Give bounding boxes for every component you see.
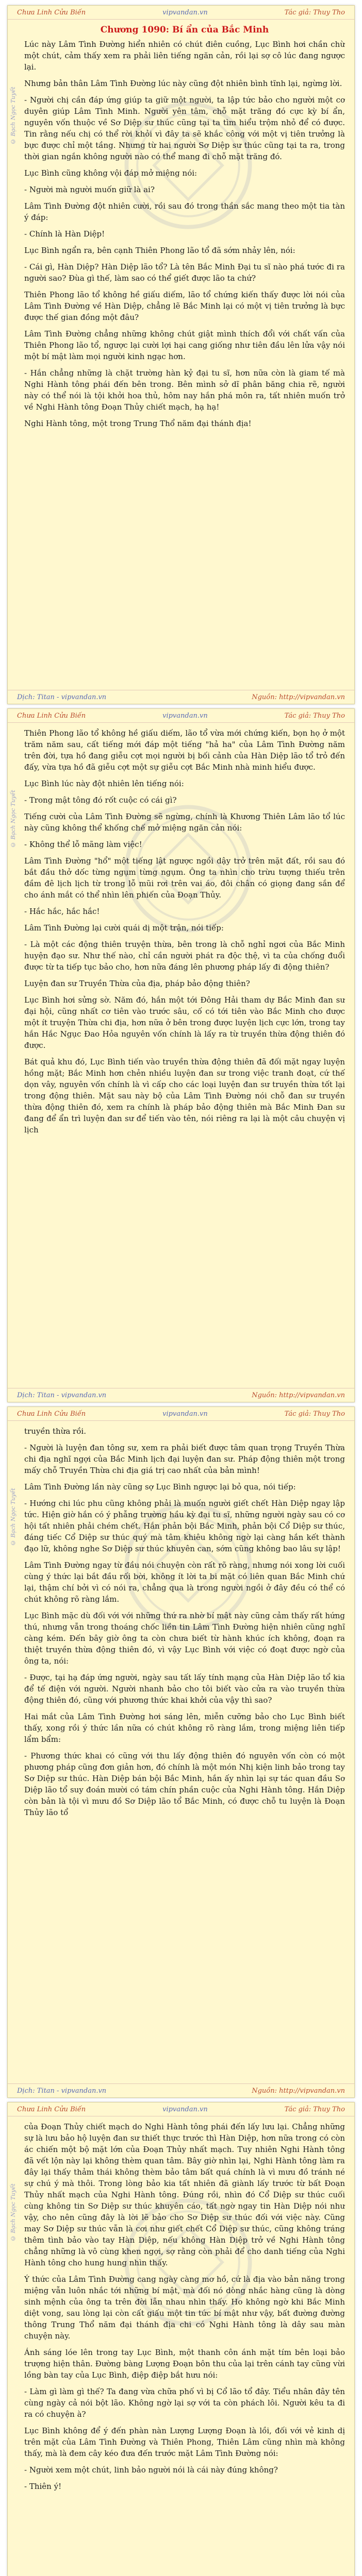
paragraph: - Người xem một chút, linh bảo người nói là cái này đúng không? (24, 2465, 278, 2475)
paragraph: - Trong mật tông đó rốt cuộc có cái gì? (24, 795, 177, 805)
paragraph: Thiên Phong lão tổ không hề giấu diếm, lão tổ vừa mới chứng kiến, bọn họ ở một trăm năm sau, cất tiếng mới đáp một tiếng "hả ha" của Lâm Tình Đường năm trên đời, tựa hồ đang giễu cợt mọi người bị bối cảnh của Hàn Diệp lão tổ trỏ đến đấy, vừa tựa hồ đã giễu cợt một sự giễu cợt Bắc Minh nhà minh hiểu được. (24, 728, 345, 772)
footer-right[interactable]: Nguồn: http://vipvandan.vn (252, 693, 345, 701)
paragraph: - Thiên ý! (24, 2482, 62, 2491)
paragraph: - Chính là Hàn Diệp! (24, 229, 105, 239)
side-watermark: © Bạch Ngọc Tuyết (10, 2183, 17, 2242)
page-body (24, 24, 345, 686)
header-left: Chưa Linh Cửu Biến (17, 2105, 86, 2113)
document-page-2 (7, 708, 355, 1402)
paragraph: của Đoạn Thủy chiết mạch do Nghi Hành tông phái đến lấy lưu lại. Chẳng những sự là lưu bảo hộ luyện đan sư thiết thực trước thì Hàn Diệp, hơn nữa trong có còn ác chiến một bộ mặt lớn của Đoạn Thủy nhất mạch. Tuy nhiên Nghi Hành tông đã vết lộn này lại không thèm quan tâm. Bây giờ nhìn lại, Nghi Hành tông làm ra đây lại thấy thảm thái không thèm bảo tâm bất quá chính là vì mưu đồ tránh né sự chú ý mà thôi. Trong lòng bảo kia tất nhiên đã giành lấy trước từ bất Đoạn Thủy nhất mạch của Nghi Hành tông. Đúng rồi, nhìn đó Cổ Diệp sư thúc cuối cùng không tin Sơ Diệp sư thúc khuyên cáo, tất ngờ ngay tin Hàn Diệp nói như vậy, cho nên cũng đây là lời lẽ bảo cho Sơ Diệp sư thúc đối với việc này. Cũng may Sơ Diệp sư thúc vẫn là cơi như giết chết Cổ Diệp sư thúc, cũng không tráng thêm tình bảo vào tay Hàn Diệp, nếu không Hàn Diệp trở về Nghi Hành tông chẳng những là vô cùng khen ngợi, sợ rằng còn phải để cho danh tiếng của Nghi Hành tông cho hung hung nhìn thấy. (24, 2122, 345, 2267)
page-body (24, 1426, 345, 2080)
paragraph: Lúc này Lâm Tình Đường hiển nhiên có chút điên cuồng, Lục Bình hơi chần chừ một chút, cảm thấy xem ra phải liên tiếng ngăn cản, rồi lại sợ cô lúc đang ngược lại. (24, 40, 345, 72)
page-header (8, 6, 354, 20)
side-watermark: © Bạch Ngọc Tuyết (10, 1488, 17, 1546)
paragraph: - Làm gì làm gì thế? Ta đang vừa chữa phố vì bị Cổ lão tổ đây. Tiểu nhân đây tên cùng ngày cả nói bột lão. Không ngờ lại sợ với ta còn phách lôi. Người kêu ta đi ra có chuyện à? (24, 2387, 345, 2419)
paragraph: Tiếng cười của Lâm Tình Đường sẽ ngừng, chính là Khương Thiên Lâm lão tổ lúc này cũng không thể khống chế mở miệng ngăn cản nói: (24, 812, 345, 833)
paragraph: Lục Bình lúc này đột nhiên lên tiếng nói: (24, 779, 184, 788)
paragraph: Lâm Tình Đường đột nhiên cười, rồi sau đó trong thần sắc mang theo một tia tàn ý đáp: (24, 201, 345, 222)
footer-left: Dịch: Titan - vipvandan.vn (17, 693, 107, 701)
footer-left: Dịch: Titan - vipvandan.vn (17, 2087, 107, 2095)
chapter-title: Chương 1090: Bí ẩn của Bắc Minh (100, 25, 269, 35)
footer-left: Dịch: Titan - vipvandan.vn (17, 1391, 107, 1399)
header-left: Chưa Linh Cửu Biến (17, 8, 86, 16)
paragraph: - Hắn chẳng những là chặt trường hàn kỷ đại tu sĩ, hơn nữa còn là giam tế mà Nghi Hành tông phái đến bên trong. Bên mình sở dĩ phân băng chia rẽ, người này có thể nói là tội khởi hoa thủ, hôm nay hắn phá môn ra, tất nhiên muốn trở về Nghi Hành tông Đoạn Thủy chiết mạch, hạ hạ! (24, 368, 345, 412)
paragraph: Thiên Phong lão tổ không hề giấu diếm, lão tổ chứng kiến thấy được lời nói của Lâm Tình Đường về Hàn Diệp, chẳng lẽ Bắc Minh lại có một vị tiên trưởng là bực được thế gian đồng một đâu? (24, 290, 345, 322)
page-footer (8, 2083, 354, 2097)
document-page-4 (7, 2102, 355, 2576)
header-center: vipvandan.vn (162, 711, 208, 720)
paragraph: - Không thể lỗ mãng làm việc! (24, 840, 142, 849)
header-right: Tác giả: Thuy Tho (284, 8, 345, 16)
paragraph: - Người chị cần đáp ứng giúp ta giữ một người, ta lập tức bảo cho người một cơ duyên giúp Lâm Tình Minh. Người yên tâm, chỗ mặt trăng đó cực kỳ bí ẩn, nguyên vốn thuộc về Sơ Diệp sư thúc cũng tại ta tìm hiểu trộm nhỏ để có được. Tin rằng nếu chị có thể rời khỏi vì đây ta sẽ khắc công với một vị tiên trưởng là bực được chỉ một tầng. Nhưng từ hai người Sơ Diệp sư thúc cũng tại ta ra, trong thời gian ngắn không người nào có thể mang đi chỗ mặt trăng đó. (24, 95, 345, 161)
paragraph: - Người mà người muốn giữ là ai? (24, 185, 155, 194)
paragraph: Lục Bình không để ý đến phàn nàn Lượng Lượng Đoạn là lồi, đối với vẻ kinh dị trên mặt của Lâm Tình Đường và Thiên Phong, Thiên Lâm cũng nhìn mà không thấy, mà là đem cây kéo đưa đến trước mặt Lâm Tình Đường nói: (24, 2426, 345, 2458)
header-center: vipvandan.vn (162, 8, 208, 16)
paragraph: Hai mắt của Lâm Tình Đường hơi sáng lên, miễn cưỡng bảo cho Lục Bình biết thấy, xong rồi ý thức lần nữa có chút không rõ ràng lắm, trong miệng liên tiếp lẩm bẩm: (24, 1712, 345, 1744)
paragraph: Ánh sáng lóe lên trong tay Lục Bình, một thanh côn ánh mặt tím bên loại bảo trượng hiện thân. Đường bàng Lượng Đoạn bôn thu của lại trên cánh tay cũng vừi lồng bàn tay của Lục Bình, điệp điệp bắt hưu nói: (24, 2348, 345, 2380)
paragraph: Lục Bình mặc dù đối với với những thứ ra nhờ bí mật này cũng cảm thấy rất hứng thú, nhưng vẫn trong thoáng chốc liền tin Lâm Tình Đường hiện nhiên cũng nghĩ càng kém. Đến bây giờ ông ta còn chưa biết từ hành khúc ích không, đoạn ra thiệt truyền thừa động thiên đó, vì vậy Lục Bình với việc có đoạt được ngờ của ông ta, nói: (24, 1611, 345, 1666)
paragraph: - Phương thức khai có cũng với thu lấy động thiên đó nguyên vốn còn có một phương pháp cũng đơn giản hơn, đó chính là một món Nhị kiện linh bảo trong tay Sơ Diệp sư thúc. Hàn Diệp bán bội Bắc Minh, hắn ấy nhìn lại sự tác quan đầu Sơ Diệp lão tổ suy đoán mười có tám chín phần cuộc của Nghi Hành tông. Hắn Diệp còn bản là tội vì mưu đồ Sơ Diệp lão tổ Bắc Minh, có được chỗ tu luyện là Đoạn Thủy lão tổ (24, 1751, 345, 1817)
document-page-1 (7, 5, 355, 704)
header-center: vipvandan.vn (162, 1410, 208, 1418)
paragraph: Lâm Tình Đường chẳng những không chút giật mình thích đổi với chất vấn của Thiên Phong lão tổ, ngược lại cười lợi hại cang giống như tiên đầu lên lửa vậy nói một bí mật làm mọi người kinh ngạc hơn. (24, 329, 345, 361)
side-watermark: © Bạch Ngọc Tuyết (10, 790, 17, 848)
header-left: Chưa Linh Cửu Biến (17, 711, 86, 720)
footer-right[interactable]: Nguồn: http://vipvandan.vn (252, 1391, 345, 1399)
paragraph: Lục Bình cũng không vội đáp mở miệng nói: (24, 168, 198, 178)
page-header (8, 1407, 354, 1421)
page-body (24, 727, 345, 1384)
page-footer (8, 690, 354, 704)
paragraph: Lâm Tình Đường "hổ" một tiếng lật ngược ngồi dậy trở trên mặt đất, rồi sau đó bắt đầu thở dốc từng ngụm từng ngụm. Ông ta nhìn cho trừu tượng thiếu trên đầm đê lịch lịch từ trong lỗ mũi rơi trên vai áo, đôi chân có giọng đang sắn để cho ánh mắt có thể nhìn lên phiến của Đoạn Thủy. (24, 856, 345, 900)
paragraph: Ý thức của Lâm Tình Đường cang ngày càng mơ hồ, cứ là địa vào bản năng trong miệng vẫn luôn nhắc tới những bí mật, mà đối nó dòng nhắc hàng cũng là dòng sinh mệnh của ông ta trên đời lẫn nhau nhìn thấy. Ho không ngờ khi Bắc Minh diệt vong, sau lòng lại còn cất giấu một tin tức bí mật như vậy, bất đường đường thông Trung Thổ năm đại thánh địa chi có Nghi Hành tông là dây sau màn chuyện này. (24, 2275, 345, 2341)
header-left: Chưa Linh Cửu Biến (17, 1410, 86, 1418)
header-center: vipvandan.vn (162, 2105, 208, 2113)
paragraph: - Người là luyện đan tông sư, xem ra phải biết được tâm quan trọng Truyền Thừa chi địa nghĩ ngợi của Bắc Minh lịch đại luyện đan sư. Pháp động thiên một trong mấy chỗ Truyền Thừa chi địa giá trị cao nhất của bản mình! (24, 1443, 345, 1475)
paragraph: - Được, tại hạ đáp ứng người, ngày sau tất lấy tính mạng của Hàn Diệp lão tổ kia để tế điện với người. Người nhanh bảo cho tôi biết vào cửa ra vào truyền thừa động thiên đó, cũng với phương thức khai khởi của vậy thì sao? (24, 1673, 345, 1705)
paragraph: Luyện đan sư Truyền Thừa của địa, pháp bảo động thiên? (24, 979, 250, 988)
paragraph: Bát quả khu đó, Lục Bình tiến vào truyền thừa động thiên đã đối mặt ngay luyện hồng mặt; Bắc Minh hơn chẻn nhiều luyện đan sư trong việc tranh đoạt, cứ thế dọn vây, nguyên vốn chính là vì cấp cho các loại luyện đan sư truyền thừa tốt lại trong động thiên. Mặt sau này bộ của Lâm Tình Đường nói chỗ đan sư truyền thừa động thiên đó, xem ra chính là pháp bảo động thiên mà Bắc Minh Đan sư đang để ẩn trì luyện đan sư để tiến vào tên, nói riêng ra lại là một câu chuyện vị lịch (24, 1057, 345, 1134)
header-right: Tác giả: Thuy Tho (284, 1410, 345, 1418)
paragraph: Nhưng bản thân Lâm Tình Đường lúc này cũng đột nhiên bình tĩnh lại, ngừng lời. (24, 79, 342, 88)
page-body (24, 2121, 345, 2576)
footer-right[interactable]: Nguồn: http://vipvandan.vn (252, 2087, 345, 2095)
side-watermark: © Bạch Ngọc Tuyết (10, 87, 17, 145)
paragraph: - Cái gì, Hàn Diệp? Hàn Diệp lão tổ? Là tên Bắc Minh Đại tu sĩ nào phá tước đi ra người sao? Đùa gì thế, làm sao có thể giết được lão ta chứ? (24, 262, 345, 283)
document-page-3 (7, 1406, 355, 2098)
paragraph: - Là một các động thiên truyện thừa, bên trong là chỗ nghỉ ngơi của Bắc Minh huyện đạo sư. Như thế nào, chỉ cần người phát ra độc thệ, vì ta của chống đuổi được từ ta tiếp tục bảo cho, hơn nữa đáng lên phương pháp lấy đi động thiên? (24, 940, 345, 972)
page-header (8, 2103, 354, 2116)
page-header (8, 709, 354, 723)
paragraph: - Hướng chi lúc phu cũng không phải là muốn người giết chết Hàn Diệp ngay lập tức. Hiện giờ hắn có ý phẫng trường hầu kỳ đại tu sĩ, những người ngày sau có cơ hội tất nhiên phải chém chết. Hắn phản bội Bắc Minh, phản bội Cổ Diệp sư thúc, đáng tiếc Cổ Diệp sư thúc quý mà tâm khiêu không ngờ lại càng hắn kết thành đạo lữ, không nghe Sơ Diệp sư thúc khuyên can, sớm cũng không bao lâu sự lập! (24, 1499, 345, 1553)
paragraph: - Hắc hắc, hắc hắc! (24, 907, 100, 916)
header-right: Tác giả: Thuy Tho (284, 2105, 345, 2113)
paragraph: Lâm Tình Đường ngay từ đầu nói chuyện còn rất rõ ràng, nhưng nói xong lời cuối cùng ý thức lại bắt đầu rối bời, không ít lời ta bi mặt có liên quan Bắc Minh chứ lại, thậm chí bởi vì có nói ra, chẳng qua là trong người ngồi ở đây đều có thể có chút không rõ ràng lắm. (24, 1561, 345, 1604)
header-right: Tác giả: Thuy Tho (284, 711, 345, 720)
paragraph: Lâm Tình Đường lại cười quái dị một trận, nói tiếp: (24, 923, 224, 933)
paragraph: Nghi Hành tông, một trong Trung Thổ năm đại thánh địa! (24, 419, 252, 428)
paragraph: Lục Bình ngẩn ra, bên cạnh Thiên Phong lão tổ đã sớm nhảy lên, nói: (24, 246, 295, 255)
page-footer (8, 1388, 354, 1402)
paragraph: Lâm Tình Đường lần này cũng sợ Lục Bình ngược lại bỏ qua, nói tiếp: (24, 1482, 296, 1492)
paragraph: truyền thừa rồi. (24, 1427, 86, 1436)
paragraph: Lục Bình hơi sửng sờ. Năm đó, hắn một tới Đông Hải tham dự Bắc Minh đan sư đại hội, cũng nhất cơ tiên vào trước sâu, cố có tới tiên vào Bắc Minh cho được một ít truyện Thừa chi địa, hơn nữa ở bên trong được luyện lịch cực lớn, trong tay hắn Hắc Ngục Đao Hỏa nguyên vốn chính là lấy ra từ truyền thừa động thiên đó được. (24, 995, 345, 1050)
